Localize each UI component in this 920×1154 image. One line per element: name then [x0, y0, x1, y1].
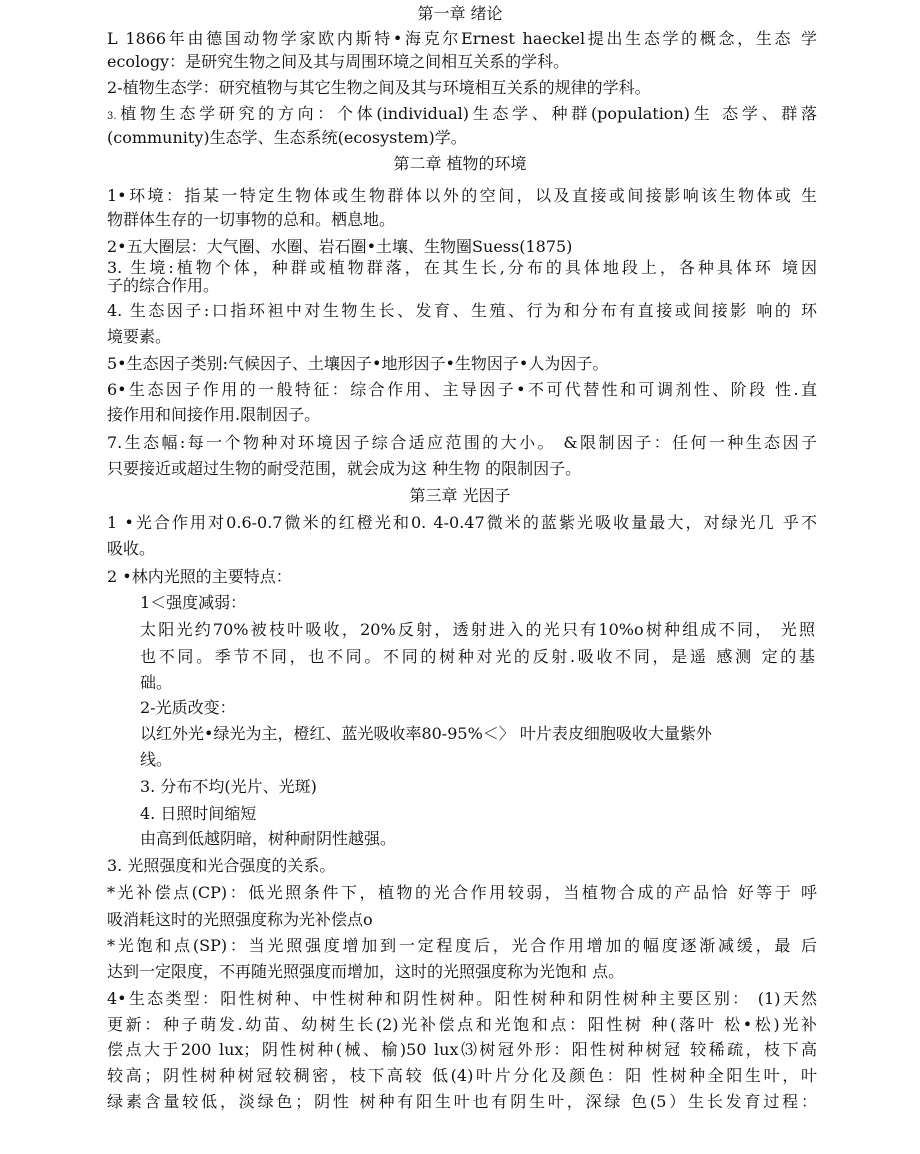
text-line: 吸收。 — [107, 539, 156, 558]
text-line: 吸消耗这时的光照强度称为光补偿点o — [107, 910, 373, 929]
text-line: 6•生态因子作用的一般特征：综合作用、主导因子•不可代替性和可调剂性、阶段 性.直 — [107, 380, 817, 399]
text-line: 子的综合作用。 — [107, 276, 220, 295]
text-line: 达到一定限度，不再随光照强度而增加，这时的光照强度称为光饱和 点。 — [107, 962, 625, 981]
text-line: 绿素含量较低，淡绿色；阴性 树种有阳生叶也有阴生叶，深绿 色(5）生长发育过程： — [107, 1092, 817, 1111]
text-line: 3.植物生态学研究的方向：个体(individual)生态学、种群(population)生 态学、群落 — [107, 104, 817, 123]
text-line: (community)生态学、生态系统(ecosystem)学。 — [107, 128, 467, 147]
text-line: 3. 光照强度和光合强度的关系。 — [107, 856, 336, 875]
text-line: 只要接近或超过生物的耐受范围，就会成为这 种生物 的限制因子。 — [107, 459, 582, 478]
text-line: 7.生态幅:每一个物种对环境因子综合适应范围的大小。 &限制因子：任何一种生态因子 — [107, 433, 817, 452]
text-line: *光饱和点(SP)：当光照强度增加到一定程度后，光合作用增加的幅度逐渐减缓，最 后 — [107, 936, 817, 955]
text-line: 1•环境：指某一特定生物体或生物群体以外的空间，以及直接或间接影响该生物体或 生 — [107, 186, 817, 205]
text-line: 2-光质改变： — [140, 698, 236, 717]
text-line: ecology：是研究生物之间及其与周围环境之间相互关系的学科。 — [107, 52, 570, 71]
text-line: 接作用和间接作用.限制因子。 — [107, 405, 321, 424]
text-line: 太阳光约70%被枝叶吸收，20%反射，透射进入的光只有10%o树种组成不同， 光照 — [140, 620, 815, 639]
text-line: 2-植物生态学：研究植物与其它生物之间及其与环境相互关系的规律的学科。 — [107, 78, 651, 97]
text-line: 2•五大圈层：大气圈、水圈、岩石圈•土壤、生物圈Suess(1875) — [107, 237, 573, 256]
text-line: 5•生态因子类别:气候因子、土壤因子•地形因子•生物因子•人为因子。 — [107, 354, 609, 373]
text-line: *光补偿点(CP)：低光照条件下，植物的光合作用较弱，当植物合成的产品恰 好等于 呼 — [107, 883, 817, 902]
chapter-2-title: 第二章 植物的环境 — [393, 154, 527, 173]
text-line: 较高；阴性树种树冠较稠密，枝下高较 低(4)叶片分化及颜色：阳 性树种全阳生叶，叶 — [107, 1066, 817, 1085]
text-line: 1＜强度减弱： — [140, 593, 247, 612]
chapter-3-title: 第三章 光因子 — [409, 486, 511, 505]
text-line: 以红外光•绿光为主，橙红、蓝光吸收率80-95%＜〉 叶片表皮细胞吸收大量紫外 — [140, 724, 712, 743]
text-line: 3. 生境:植物个体，种群或植物群落，在其生长,分布的具体地段上，各种具体环 境因 — [107, 258, 817, 277]
text-line: 4•生态类型：阳性树种、中性树种和阴性树种。阳性树种和阴性树种主要区别： (1)天然 — [107, 989, 817, 1008]
text-line: 4. 生态因子:口指环袒中对生物生长、发育、生殖、行为和分布有直接或间接影 响的 环 — [107, 301, 817, 320]
text-line: 3. 分布不均(光片、光斑) — [140, 777, 317, 796]
text-line: 线。 — [140, 750, 173, 769]
text-line: 境要素。 — [107, 327, 172, 346]
text-line: 偿点大于200 lux；阴性树种(械、榆)50 lux⑶树冠外形：阳性树种树冠 较稀疏，枝下高 — [107, 1040, 817, 1059]
text-line: L 1866年由德国动物学家欧内斯特•海克尔Ernest haeckel提出生态学的概念，生态 学 — [107, 29, 817, 48]
text-line: 由高到低越阴暗，树种耐阴性越强。 — [140, 829, 397, 848]
text-line: 4. 日照时间缩短 — [140, 804, 257, 823]
text-line: 1 •光合作用对0.6-0.7微米的红橙光和0. 4-0.47微米的蓝紫光吸收量最大，对绿光几 乎不 — [107, 513, 817, 532]
item-number: 3. — [107, 111, 117, 122]
text-line: 更新：种子萌发.幼苗、幼树生长(2)光补偿点和光饱和点：阳性树 种(落叶 松•松)光补 — [107, 1015, 817, 1034]
text-line: 物群体生存的一切事物的总和。栖息地。 — [107, 210, 396, 229]
chapter-1-title: 第一章 绪论 — [417, 4, 503, 23]
text-line: 础。 — [140, 673, 173, 692]
text-line: 也不同。季节不同，也不同。不同的树种对光的反射.吸收不同，是遥 感测 定的基 — [140, 647, 815, 666]
text-line: 2 •林内光照的主要特点： — [107, 567, 292, 586]
